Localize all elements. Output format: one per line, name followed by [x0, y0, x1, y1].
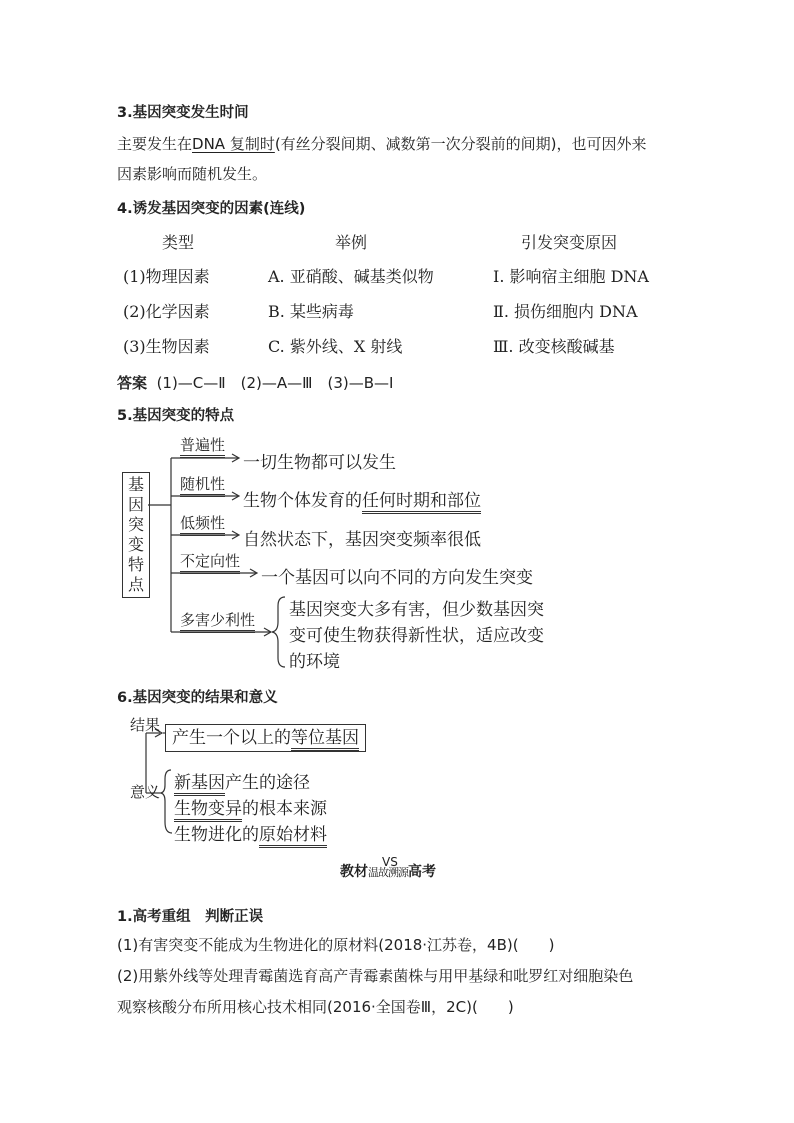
branch-desc: 一切生物都可以发生: [243, 453, 396, 473]
answer-label: 答案: [117, 374, 148, 392]
banner: [340, 855, 436, 881]
banner-vs: VS: [382, 855, 398, 869]
factor-example: A. 亚硝酸、碱基类似物: [268, 267, 434, 286]
meaning-label: 意义: [130, 783, 161, 801]
result-pre: 产生一个以上的: [172, 728, 291, 748]
factor-cause: Ⅰ. 影响宿主细胞 DNA: [493, 267, 649, 286]
sec3-line1-key: DNA 复制时: [192, 135, 275, 153]
exam-q1: (1)有害突变不能成为生物进化的原材料(2018·江苏卷，4B)( ): [117, 936, 555, 954]
sec5-title: 5.基因突变的特点: [117, 408, 235, 424]
root-box: 基因突变特点: [122, 472, 150, 598]
branch-label: 普遍性: [180, 434, 225, 458]
factor-type: (3)生物因素: [123, 337, 210, 356]
sec3-line2: 因素影响而随机发生。: [117, 165, 268, 183]
branch-desc-key: 任何时期和部位: [362, 491, 481, 514]
banner-right: 高考: [408, 864, 436, 880]
meaning-line: [174, 768, 310, 793]
exam-title: 1.高考重组 判断正误: [117, 909, 264, 925]
meaning-key: 生物变异: [174, 799, 242, 822]
banner-left: 教材: [340, 864, 368, 880]
sec4-title: 4.诱发基因突变的因素(连线): [117, 201, 306, 217]
meaning-post: 产生的途径: [225, 773, 310, 793]
answer-text: (1)—C—Ⅱ (2)—A—Ⅲ (3)—B—Ⅰ: [156, 374, 394, 392]
branch-label: 随机性: [180, 473, 225, 497]
factor-cause: Ⅲ. 改变核酸碱基: [493, 337, 615, 356]
branch-desc: 一个基因可以向不同的方向发生突变: [261, 568, 533, 588]
exam-q2-line1: (2)用紫外线等处理青霉菌选育高产青霉素菌株与用甲基绿和吡罗红对细胞染色: [117, 967, 634, 985]
meaning-line: [174, 820, 327, 845]
branch-desc-line: 的环境: [289, 652, 340, 672]
branch-label: 多害少利性: [180, 609, 255, 633]
banner-mid-wrap: [368, 855, 408, 880]
factor-type: (2)化学因素: [123, 302, 210, 321]
branch-desc: 自然状态下，基因突变频率很低: [243, 530, 481, 550]
branch-label: 不定向性: [180, 550, 240, 574]
meaning-pre: 生物进化的: [174, 825, 259, 845]
factor-type: (1)物理因素: [123, 267, 210, 286]
factor-example: C. 紫外线、X 射线: [268, 337, 403, 356]
col-header-type: 类型: [162, 233, 195, 252]
col-header-cause: 引发突变原因: [521, 233, 618, 252]
meaning-line: [174, 794, 327, 819]
factor-cause: Ⅱ. 损伤细胞内 DNA: [493, 302, 638, 321]
branch-desc-line: 基因突变大多有害，但少数基因突: [289, 600, 544, 620]
meaning-post: 的根本来源: [242, 799, 327, 819]
sec3-title: 3.基因突变发生时间: [117, 105, 249, 121]
result-label: 结果: [130, 716, 161, 734]
branch-desc-line: 变可使生物获得新性状，适应改变: [289, 626, 544, 646]
result-box: [165, 724, 366, 752]
branch-desc: [243, 486, 481, 511]
sec3-line1-post: (有丝分裂间期、减数第一次分裂前的间期)，也可因外来: [274, 135, 647, 153]
sec6-title: 6.基因突变的结果和意义: [117, 690, 278, 706]
sec3-line1-pre: 主要发生在: [117, 135, 193, 153]
result-key: 等位基因: [291, 728, 359, 751]
branch-label: 低频性: [180, 512, 225, 536]
branch-desc-pre: 生物个体发育的: [243, 491, 362, 511]
meaning-key: 原始材料: [259, 825, 327, 848]
exam-q2-line2: 观察核酸分布所用核心技术相同(2016·全国卷Ⅲ，2C)( ): [117, 998, 514, 1016]
meaning-key: 新基因: [174, 773, 225, 796]
col-header-example: 举例: [335, 233, 368, 252]
factor-example: B. 某些病毒: [268, 302, 354, 321]
banner-mid: 温故溯源: [368, 866, 408, 879]
